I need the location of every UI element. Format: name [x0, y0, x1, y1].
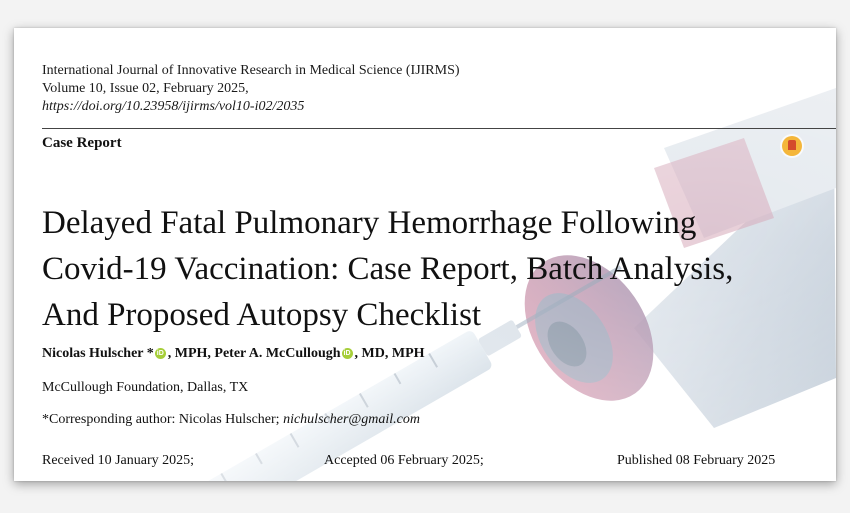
paper-header-card [14, 28, 836, 481]
corresponding-label: *Corresponding author: [42, 412, 179, 427]
doi-link[interactable]: https://doi.org/10.23958/ijirms/vol10-i02/2035 [42, 99, 305, 114]
author-degree: , MD, MPH [354, 346, 425, 361]
orcid-icon[interactable]: iD [156, 350, 164, 357]
corresponding-email[interactable]: nichulscher@gmail.com [283, 412, 420, 427]
author-name[interactable]: Nicolas Hulscher * [42, 346, 154, 361]
header-divider [42, 128, 836, 129]
author-name[interactable]: Peter A. McCullough [214, 346, 341, 361]
accepted-date: Accepted 06 February 2025; [324, 453, 484, 468]
affiliation: McCullough Foundation, Dallas, TX [42, 380, 249, 395]
article-title [42, 200, 822, 338]
article-type: Case Report [42, 135, 122, 151]
received-date: Received 10 January 2025; [42, 453, 195, 468]
title-line-2: Covid-19 Vaccination: Case Report, Batch Analysis, [42, 251, 734, 287]
journal-issue: Volume 10, Issue 02, February 2025, [42, 81, 249, 96]
crossmark-icon[interactable] [782, 136, 802, 156]
title-line-1: Delayed Fatal Pulmonary Hemorrhage Following [42, 205, 697, 241]
author-degree: , MPH, [167, 346, 215, 361]
title-line-3: And Proposed Autopsy Checklist [42, 297, 482, 333]
journal-name: International Journal of Innovative Research in Medical Science (IJIRMS) [42, 63, 460, 78]
published-date: Published 08 February 2025 [617, 453, 776, 468]
corresponding-author [42, 412, 420, 428]
orcid-icon[interactable]: iD [343, 350, 351, 357]
author-list [42, 346, 425, 362]
corresponding-name: Nicolas Hulscher; [178, 412, 284, 427]
